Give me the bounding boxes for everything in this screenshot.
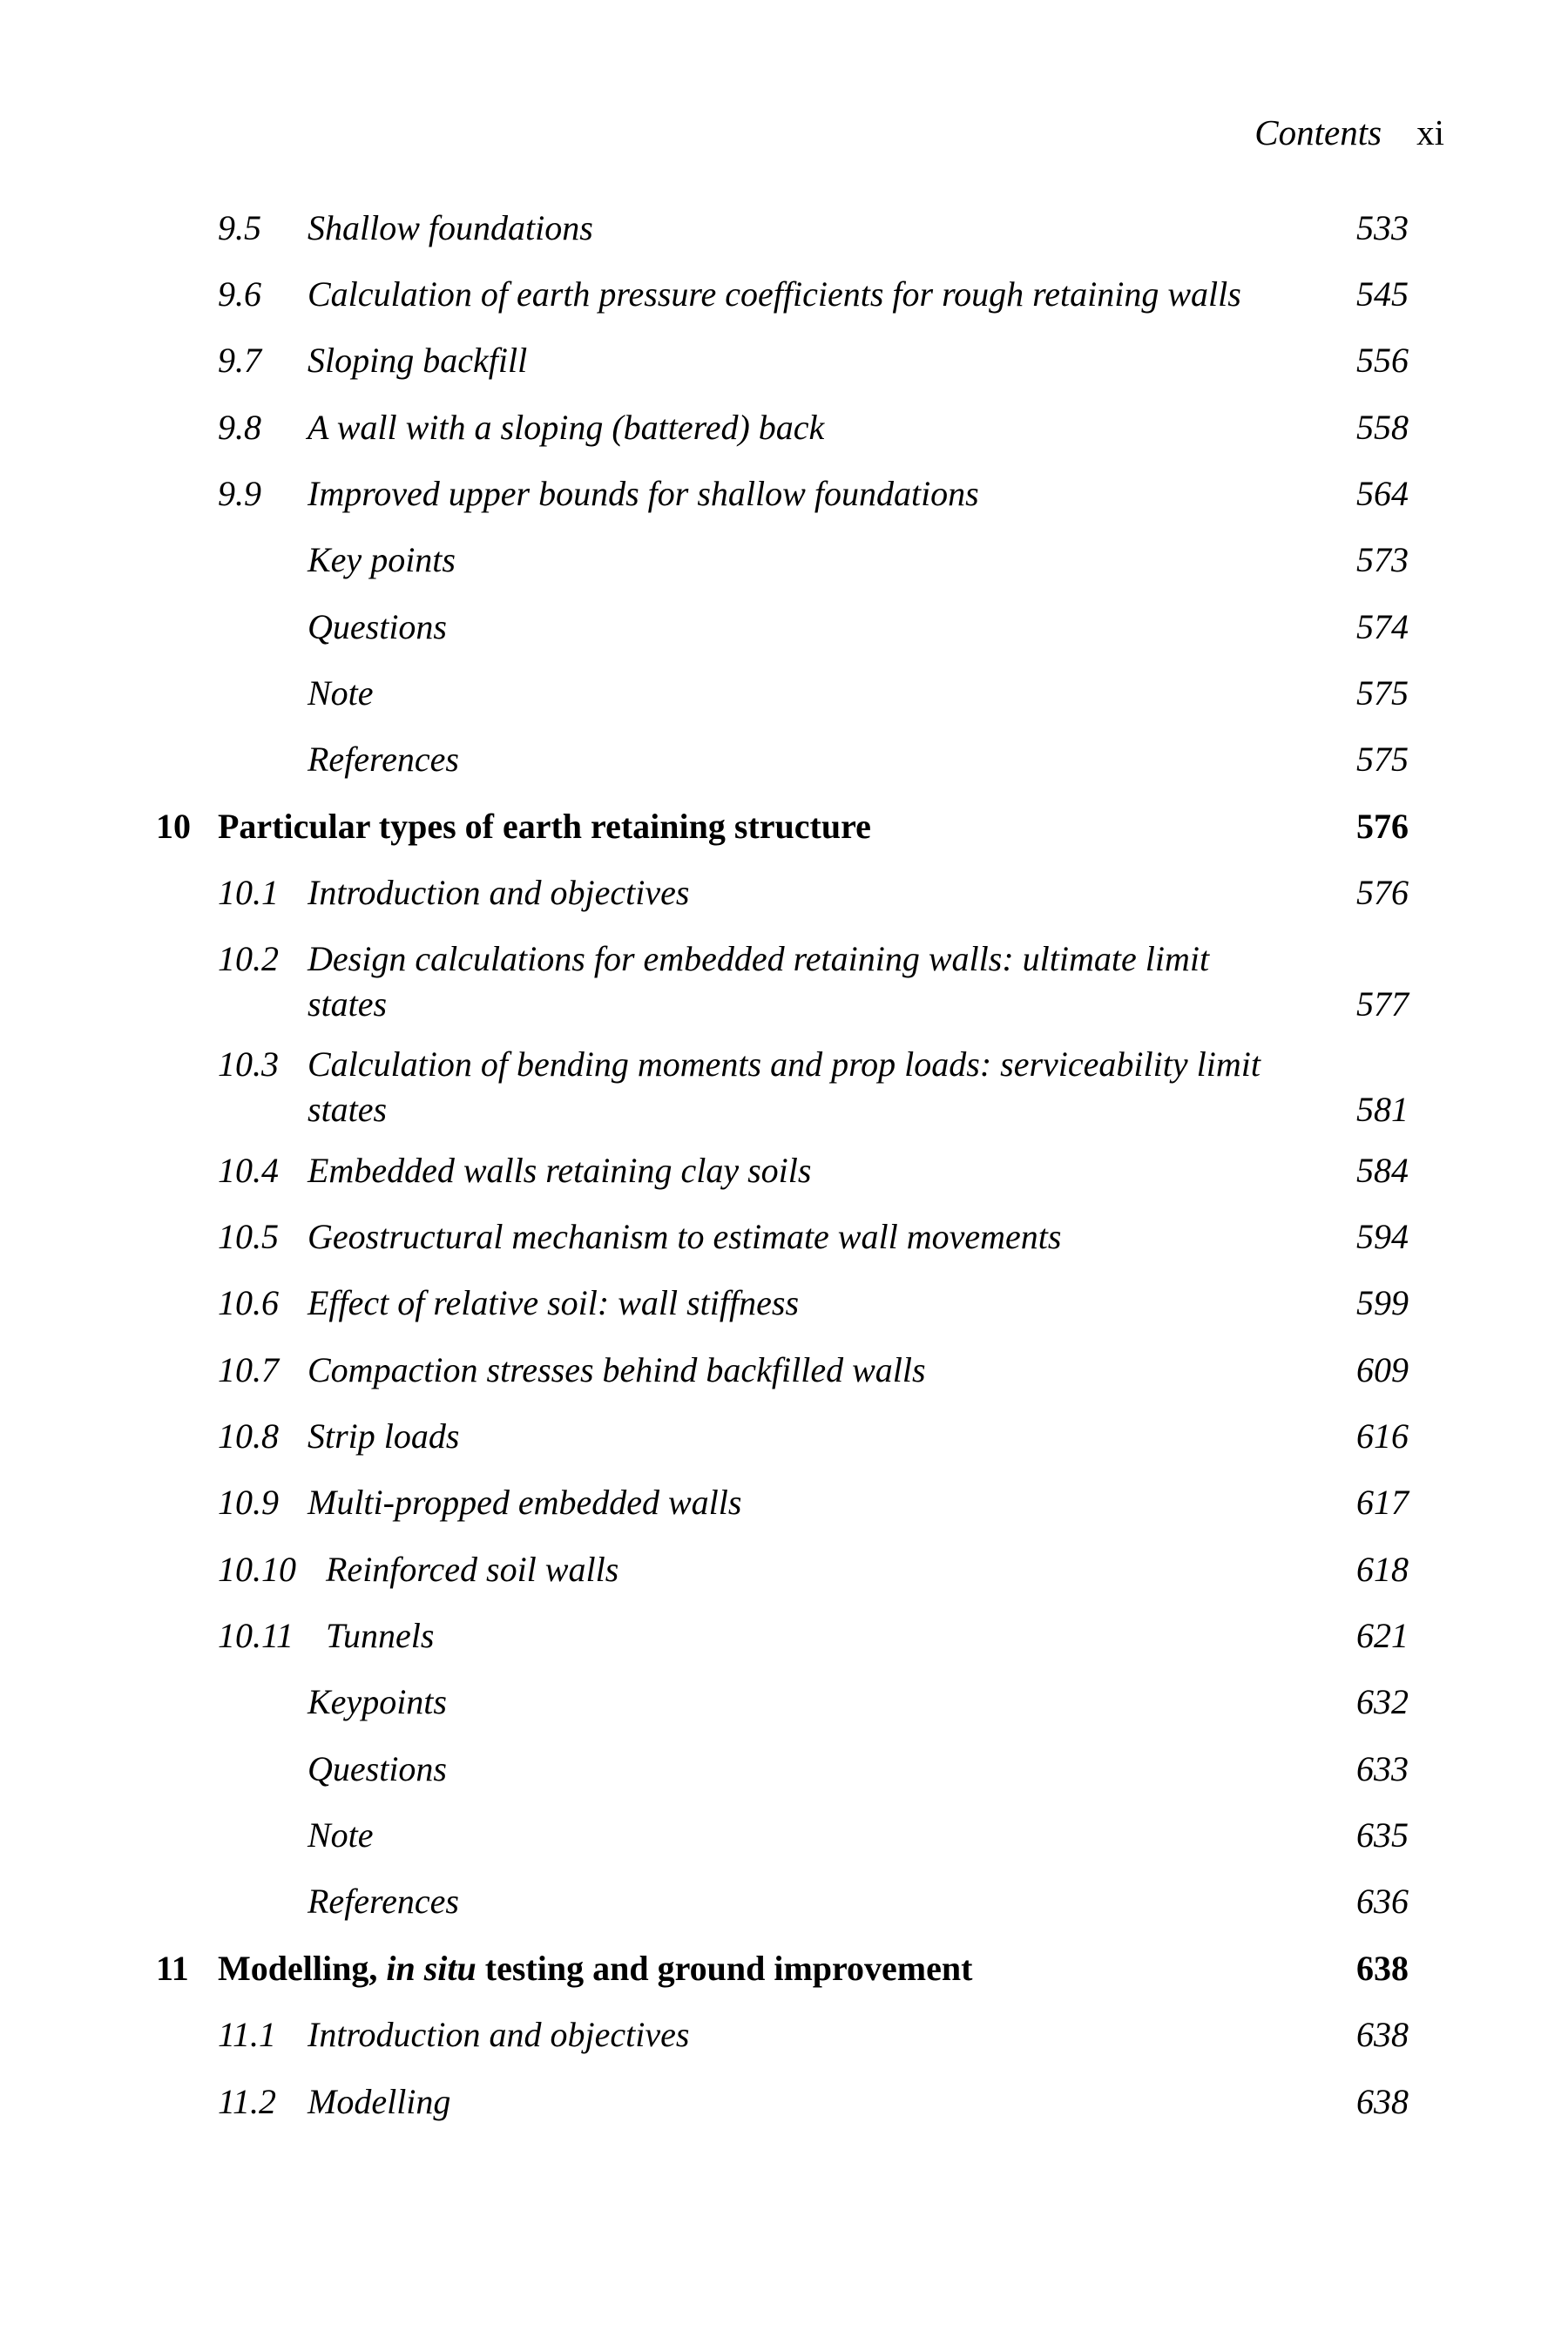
entry-title: Note xyxy=(308,673,374,713)
entry-title: Key points xyxy=(308,540,456,579)
entry-number: 10.6 xyxy=(218,1283,279,1322)
entry-title: References xyxy=(308,740,459,779)
entry-number: 10.11 xyxy=(218,1616,294,1655)
entry-page: 573 xyxy=(1356,540,1409,579)
entry-page: 633 xyxy=(1356,1749,1409,1788)
entry-page: 575 xyxy=(1356,673,1409,713)
entry-page: 574 xyxy=(1356,607,1409,646)
entry-title: A wall with a sloping (battered) back xyxy=(308,408,825,447)
entry-page: 635 xyxy=(1356,1815,1409,1855)
entry-title: Calculation of bending moments and prop loads: serviceability limit xyxy=(308,1044,1260,1084)
entry-page: 576 xyxy=(1356,873,1409,912)
entry-number: 10.3 xyxy=(218,1044,279,1084)
header-page-number: xi xyxy=(1416,112,1444,152)
entry-number: 9.7 xyxy=(218,341,261,380)
entry-page: 638 xyxy=(1356,2015,1409,2054)
entry-title: Embedded walls retaining clay soils xyxy=(308,1151,812,1190)
entry-number: 9.5 xyxy=(218,208,261,247)
entry-number: 10.10 xyxy=(218,1550,296,1589)
entry-page: 575 xyxy=(1356,740,1409,779)
entry-number: 9.6 xyxy=(218,274,261,314)
entry-page: 636 xyxy=(1356,1882,1409,1921)
entry-number: 11.1 xyxy=(218,2015,277,2054)
entry-page: 533 xyxy=(1356,208,1409,247)
entry-title: Keypoints xyxy=(308,1682,447,1721)
entry-page: 564 xyxy=(1356,474,1409,513)
entry-number: 10.4 xyxy=(218,1151,279,1190)
entry-page: 556 xyxy=(1356,341,1409,380)
entry-title: Effect of relative soil: wall stiffness xyxy=(308,1283,800,1322)
entry-title: Compaction stresses behind backfilled walls xyxy=(308,1350,926,1389)
entry-number: 10.8 xyxy=(218,1416,279,1456)
chapter-title-italic: in situ xyxy=(386,1949,476,1988)
entry-page: 594 xyxy=(1356,1217,1409,1256)
entry-title-continuation: states xyxy=(308,1090,388,1129)
entry-page: 617 xyxy=(1356,1483,1409,1522)
entry-number: 9.8 xyxy=(218,408,261,447)
entry-title: Questions xyxy=(308,1749,447,1788)
entry-title: Modelling xyxy=(308,2082,451,2121)
entry-page: 545 xyxy=(1356,274,1409,314)
chapter-number: 11 xyxy=(156,1949,189,1988)
chapter-title-part: testing and ground improvement xyxy=(476,1949,973,1988)
entry-title: Sloping backfill xyxy=(308,341,528,380)
chapter-title xyxy=(218,1946,972,1991)
chapter-page: 576 xyxy=(1356,807,1409,846)
entry-number: 10.7 xyxy=(218,1350,279,1389)
entry-title: Improved upper bounds for shallow foundations xyxy=(308,474,979,513)
entry-title: References xyxy=(308,1882,459,1921)
entry-title: Tunnels xyxy=(326,1616,435,1655)
chapter-number: 10 xyxy=(156,807,191,846)
entry-page: 577 xyxy=(1356,984,1409,1024)
entry-title: Calculation of earth pressure coefficients for rough retaining walls xyxy=(308,274,1241,314)
entry-page: 581 xyxy=(1356,1090,1409,1129)
running-header xyxy=(1254,112,1444,152)
entry-number: 9.9 xyxy=(218,474,261,513)
entry-page: 599 xyxy=(1356,1283,1409,1322)
entry-title: Reinforced soil walls xyxy=(326,1550,619,1589)
entry-number: 10.1 xyxy=(218,873,279,912)
entry-number: 11.2 xyxy=(218,2082,277,2121)
entry-title: Introduction and objectives xyxy=(308,2015,690,2054)
entry-page: 618 xyxy=(1356,1550,1409,1589)
entry-page: 558 xyxy=(1356,408,1409,447)
chapter-title-part: Modelling, xyxy=(218,1949,387,1988)
entry-page: 616 xyxy=(1356,1416,1409,1456)
entry-page: 638 xyxy=(1356,2082,1409,2121)
entry-title: Geostructural mechanism to estimate wall movements xyxy=(308,1217,1062,1256)
entry-page: 609 xyxy=(1356,1350,1409,1389)
entry-title: Introduction and objectives xyxy=(308,873,690,912)
entry-page: 621 xyxy=(1356,1616,1409,1655)
entry-title: Strip loads xyxy=(308,1416,460,1456)
entry-title: Shallow foundations xyxy=(308,208,593,247)
entry-title: Design calculations for embedded retaining walls: ultimate limit xyxy=(308,939,1210,978)
entry-title: Multi-propped embedded walls xyxy=(308,1483,742,1522)
entry-title: Note xyxy=(308,1815,374,1855)
entry-number: 10.9 xyxy=(218,1483,279,1522)
entry-number: 10.5 xyxy=(218,1217,279,1256)
header-title: Contents xyxy=(1254,112,1382,152)
chapter-title: Particular types of earth retaining structure xyxy=(218,807,871,846)
entry-number: 10.2 xyxy=(218,939,279,978)
entry-page: 584 xyxy=(1356,1151,1409,1190)
entry-page: 632 xyxy=(1356,1682,1409,1721)
entry-title-continuation: states xyxy=(308,984,388,1024)
entry-title: Questions xyxy=(308,607,447,646)
chapter-page: 638 xyxy=(1356,1949,1409,1988)
